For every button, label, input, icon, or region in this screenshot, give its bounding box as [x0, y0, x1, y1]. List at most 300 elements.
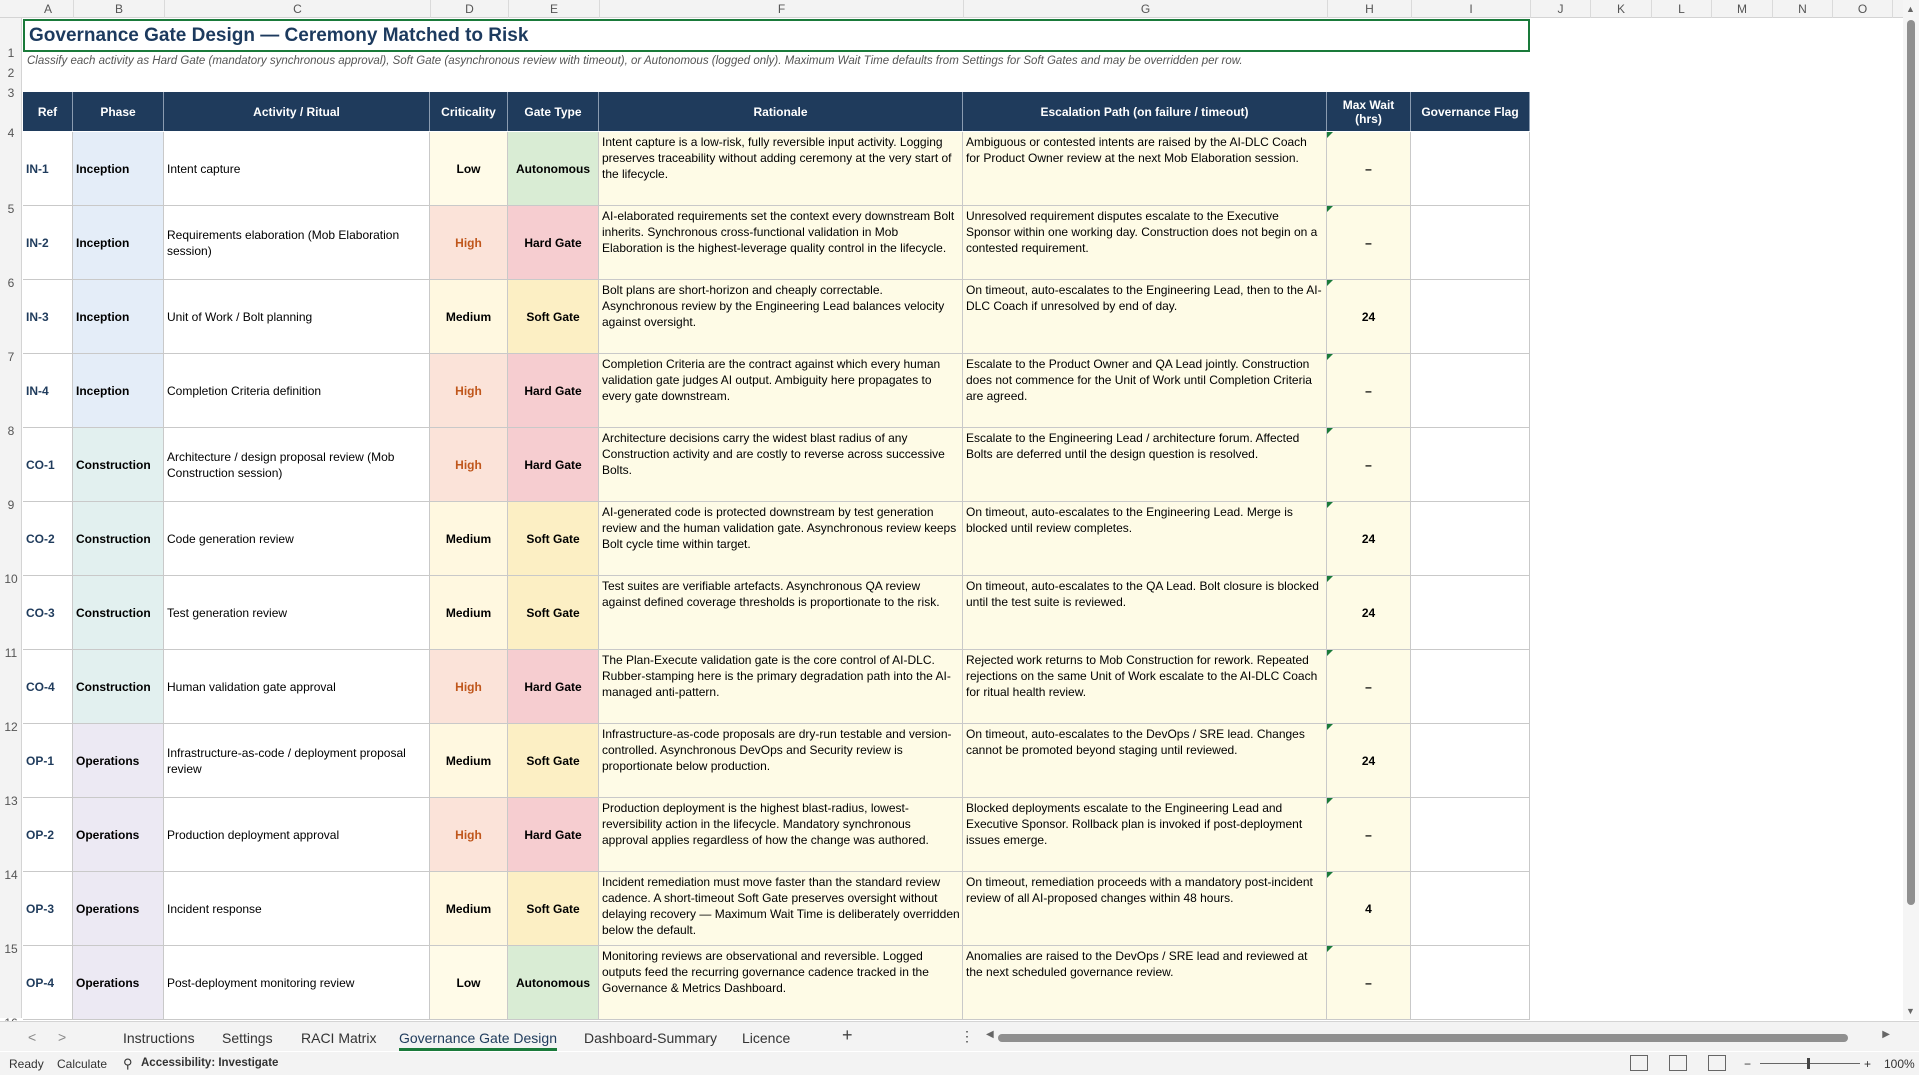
gate-type-cell[interactable]: [508, 946, 599, 1019]
sheet-title[interactable]: Governance Gate Design — Ceremony Matched to Risk: [23, 19, 1530, 52]
gate-type-cell[interactable]: [508, 428, 599, 501]
gate-type-cell-text: Soft Gate: [526, 309, 580, 324]
governance-flag-cell[interactable]: [1411, 798, 1530, 871]
tab-licence[interactable]: Licence: [742, 1030, 791, 1046]
horizontal-scrollbar[interactable]: [986, 1029, 1890, 1045]
criticality-cell[interactable]: [430, 872, 508, 945]
comment-indicator-icon: [1327, 354, 1333, 360]
ref-cell[interactable]: [23, 872, 73, 945]
rationale-cell[interactable]: [599, 650, 963, 723]
row-header-12[interactable]: 12: [4, 720, 18, 734]
ref-cell[interactable]: [23, 946, 73, 1019]
escalation-cell-text: On timeout, remediation proceeds with a mandatory post-incident review of all AI-proposed changes within 48 hours.: [966, 875, 1313, 905]
header-ref[interactable]: Ref: [23, 92, 73, 131]
page-break-view-icon[interactable]: [1708, 1055, 1726, 1071]
ref-cell[interactable]: [23, 798, 73, 871]
tab-dashboard-summary[interactable]: Dashboard-Summary: [584, 1030, 718, 1046]
header-governance-flag[interactable]: Governance Flag: [1411, 92, 1530, 131]
ref-cell[interactable]: [23, 132, 73, 205]
activity-cell[interactable]: [164, 132, 430, 205]
phase-cell[interactable]: [73, 428, 164, 501]
rationale-cell-text: Test suites are verifiable artefacts. Asynchronous QA review against defined coverage thresholds is proportionate to the risk.: [602, 579, 940, 609]
phase-cell-text: Inception: [76, 383, 130, 398]
ref-cell-text: CO-3: [26, 605, 55, 620]
ref-cell-text: IN-1: [26, 161, 49, 176]
phase-cell-text: Construction: [76, 679, 151, 694]
zoom-slider[interactable]: [1760, 1063, 1860, 1064]
escalation-cell[interactable]: [963, 206, 1327, 279]
row-header-9[interactable]: 9: [7, 498, 15, 512]
activity-cell[interactable]: [164, 576, 430, 649]
phase-cell-text: Operations: [76, 753, 140, 768]
vertical-scrollbar[interactable]: [1903, 0, 1919, 1020]
activity-cell[interactable]: [164, 650, 430, 723]
phase-cell-text: Construction: [76, 457, 151, 472]
criticality-cell[interactable]: [430, 502, 508, 575]
escalation-cell-text: Unresolved requirement disputes escalate to the Executive Sponsor within one working day. Construction does not begin on a contested requirement.: [966, 209, 1318, 255]
governance-flag-cell[interactable]: [1411, 132, 1530, 205]
max-wait-cell[interactable]: [1327, 650, 1411, 723]
escalation-cell-text: Anomalies are raised to the DevOps / SRE lead and reviewed at the next scheduled governance review.: [966, 949, 1308, 979]
tab-instructions[interactable]: Instructions: [123, 1030, 195, 1046]
rationale-cell-text: Completion Criteria are the contract against which every human validation gate judges AI output. Ambiguity here propagates to every gate downstream.: [602, 357, 941, 403]
status-calculate[interactable]: Calculate: [57, 1057, 108, 1071]
row-header-8[interactable]: 8: [7, 424, 15, 438]
criticality-cell-text: Low: [456, 975, 481, 990]
table-row: [23, 132, 1530, 206]
activity-cell[interactable]: [164, 872, 430, 945]
governance-flag-cell[interactable]: [1411, 280, 1530, 353]
phase-cell[interactable]: [73, 798, 164, 871]
comment-indicator-icon: [1327, 428, 1333, 434]
more-options-icon[interactable]: ⋮: [960, 1028, 974, 1044]
prev-sheet-icon[interactable]: <: [28, 1029, 37, 1045]
comment-indicator-icon: [1327, 502, 1333, 508]
phase-cell-text: Inception: [76, 235, 130, 250]
phase-cell-text: Inception: [76, 309, 130, 324]
max-wait-cell[interactable]: [1327, 206, 1411, 279]
escalation-cell[interactable]: [963, 946, 1327, 1019]
governance-flag-cell[interactable]: [1411, 650, 1530, 723]
comment-indicator-icon: [1327, 650, 1333, 656]
ref-cell-text: IN-3: [26, 309, 49, 324]
scroll-down-icon[interactable]: ▼: [1906, 1006, 1915, 1016]
criticality-cell[interactable]: [430, 132, 508, 205]
criticality-cell-text: Medium: [445, 753, 492, 768]
gate-type-cell[interactable]: [508, 354, 599, 427]
page-layout-view-icon[interactable]: [1669, 1055, 1687, 1071]
escalation-cell-text: On timeout, auto-escalates to the QA Lead. Bolt closure is blocked until the test suite is reviewed.: [966, 579, 1319, 609]
phase-cell-text: Operations: [76, 975, 140, 990]
criticality-cell-text: Low: [456, 161, 481, 176]
column-header-d[interactable]: D: [431, 0, 509, 18]
escalation-cell-text: On timeout, auto-escalates to the DevOps / SRE lead. Changes cannot be promoted beyond staging until reviewed.: [966, 727, 1305, 757]
max-wait-cell[interactable]: [1327, 354, 1411, 427]
max-wait-cell-text: –: [1365, 383, 1372, 398]
rationale-cell[interactable]: [599, 724, 963, 797]
rationale-cell[interactable]: [599, 428, 963, 501]
escalation-cell[interactable]: [963, 724, 1327, 797]
activity-cell-text: Incident response: [167, 901, 262, 916]
activity-cell[interactable]: [164, 946, 430, 1019]
table-row: [23, 502, 1530, 576]
criticality-cell[interactable]: [430, 280, 508, 353]
column-header-k[interactable]: K: [1591, 0, 1652, 18]
ref-cell[interactable]: [23, 502, 73, 575]
table-row: [23, 280, 1530, 354]
max-wait-cell-text: 24: [1361, 605, 1376, 620]
header-criticality[interactable]: Criticality: [430, 92, 508, 131]
governance-flag-cell[interactable]: [1411, 428, 1530, 501]
escalation-cell[interactable]: [963, 280, 1327, 353]
row-header-1[interactable]: 1: [7, 46, 15, 60]
rationale-cell[interactable]: [599, 946, 963, 1019]
sheet-tabs-bar: [0, 1021, 1919, 1051]
comment-indicator-icon: [1327, 280, 1333, 286]
row-header-2[interactable]: 2: [7, 66, 15, 80]
row-header-4[interactable]: 4: [7, 126, 15, 140]
escalation-cell[interactable]: [963, 502, 1327, 575]
header-max-wait-line1: Max Wait: [1342, 97, 1395, 112]
criticality-cell-text: Medium: [445, 901, 492, 916]
horizontal-scroll-thumb[interactable]: [998, 1034, 1848, 1042]
accessibility-icon[interactable]: ⚲: [123, 1056, 133, 1071]
rationale-cell[interactable]: [599, 280, 963, 353]
ref-cell-text: IN-4: [26, 383, 49, 398]
next-sheet-icon[interactable]: >: [58, 1029, 67, 1045]
column-header-b[interactable]: B: [74, 0, 165, 18]
activity-cell-text: Unit of Work / Bolt planning: [167, 309, 313, 324]
governance-flag-cell[interactable]: [1411, 502, 1530, 575]
gate-type-cell-text: Autonomous: [516, 975, 590, 990]
criticality-cell-text: Medium: [445, 605, 492, 620]
add-sheet-icon[interactable]: +: [842, 1025, 853, 1045]
max-wait-cell[interactable]: [1327, 132, 1411, 205]
ref-cell-text: OP-4: [26, 975, 55, 990]
phase-cell[interactable]: [73, 724, 164, 797]
activity-cell-text: Infrastructure-as-code / deployment proposal review: [167, 745, 406, 776]
rationale-cell-text: Bolt plans are short-horizon and cheaply correctable. Asynchronous review by the Engineering Lead balances velocity against oversight.: [602, 283, 945, 329]
gate-type-cell-text: Soft Gate: [526, 531, 580, 546]
table-row: [23, 798, 1530, 872]
row-header-13[interactable]: 13: [4, 794, 18, 808]
status-accessibility[interactable]: Accessibility: Investigate: [141, 1057, 279, 1069]
activity-cell[interactable]: [164, 502, 430, 575]
row-header-14[interactable]: 14: [4, 868, 18, 882]
max-wait-cell-text: –: [1365, 827, 1372, 842]
table-header-row: [23, 92, 1530, 131]
max-wait-cell-text: –: [1365, 161, 1372, 176]
criticality-cell[interactable]: [430, 354, 508, 427]
gate-type-cell[interactable]: [508, 872, 599, 945]
zoom-in-icon[interactable]: +: [1864, 1057, 1872, 1071]
activity-cell-text: Completion Criteria definition: [167, 383, 322, 398]
gate-type-cell[interactable]: [508, 132, 599, 205]
rationale-cell[interactable]: [599, 576, 963, 649]
activity-cell[interactable]: [164, 280, 430, 353]
max-wait-cell-text: –: [1365, 679, 1372, 694]
row-header-5[interactable]: 5: [7, 202, 15, 216]
rationale-cell[interactable]: [599, 206, 963, 279]
rationale-cell-text: Monitoring reviews are observational and reversible. Logged outputs feed the recurring governance cadence tracked in the Governance & Metrics Dashboard.: [602, 949, 929, 995]
escalation-cell-text: On timeout, auto-escalates to the Engineering Lead. Merge is blocked until review completes.: [966, 505, 1293, 535]
max-wait-cell[interactable]: [1327, 798, 1411, 871]
max-wait-cell[interactable]: [1327, 280, 1411, 353]
phase-cell-text: Construction: [76, 605, 151, 620]
tab-raci-matrix[interactable]: RACI Matrix: [301, 1030, 377, 1046]
column-header-m[interactable]: M: [1712, 0, 1773, 18]
escalation-cell[interactable]: [963, 132, 1327, 205]
phase-cell[interactable]: [73, 354, 164, 427]
comment-indicator-icon: [1327, 206, 1333, 212]
max-wait-cell[interactable]: [1327, 872, 1411, 945]
criticality-cell-text: High: [455, 827, 482, 842]
phase-cell[interactable]: [73, 206, 164, 279]
column-header-a[interactable]: A: [23, 0, 74, 18]
gate-type-cell-text: Soft Gate: [526, 753, 580, 768]
criticality-cell[interactable]: [430, 724, 508, 797]
ref-cell[interactable]: [23, 280, 73, 353]
max-wait-cell-text: 4: [1365, 901, 1372, 916]
comment-indicator-icon: [1327, 946, 1333, 952]
ref-cell-text: IN-2: [26, 235, 49, 250]
phase-cell[interactable]: [73, 502, 164, 575]
header-phase[interactable]: Phase: [73, 92, 164, 131]
rationale-cell[interactable]: [599, 354, 963, 427]
table-row: [23, 946, 1530, 1020]
gate-type-cell-text: Hard Gate: [524, 235, 582, 250]
table-row: [23, 576, 1530, 650]
phase-cell[interactable]: [73, 872, 164, 945]
column-header-n[interactable]: N: [1773, 0, 1833, 18]
gate-type-cell-text: Autonomous: [516, 161, 590, 176]
escalation-cell[interactable]: [963, 354, 1327, 427]
scroll-left-icon[interactable]: ◀: [986, 1029, 994, 1040]
criticality-cell-text: High: [455, 235, 482, 250]
ref-cell[interactable]: [23, 576, 73, 649]
governance-flag-cell[interactable]: [1411, 946, 1530, 1019]
normal-view-icon[interactable]: [1630, 1055, 1648, 1071]
phase-cell[interactable]: [73, 132, 164, 205]
ref-cell[interactable]: [23, 354, 73, 427]
governance-flag-cell[interactable]: [1411, 724, 1530, 797]
zoom-level[interactable]: 100%: [1884, 1057, 1915, 1071]
table-row: [23, 872, 1530, 946]
activity-cell[interactable]: [164, 428, 430, 501]
rationale-cell-text: The Plan-Execute validation gate is the core control of AI-DLC. Rubber-stamping here is the primary degradation path into the AI-managed anti-pattern.: [602, 653, 951, 699]
column-header-j[interactable]: J: [1531, 0, 1591, 18]
governance-flag-cell[interactable]: [1411, 206, 1530, 279]
column-header-c[interactable]: C: [165, 0, 431, 18]
activity-cell-text: Production deployment approval: [167, 827, 340, 842]
rationale-cell-text: Architecture decisions carry the widest blast radius of any Construction activity and are costly to reverse across successive Bolts.: [602, 431, 945, 477]
table-row: [23, 428, 1530, 502]
max-wait-cell[interactable]: [1327, 576, 1411, 649]
max-wait-cell[interactable]: [1327, 724, 1411, 797]
ref-cell-text: CO-1: [26, 457, 55, 472]
criticality-cell[interactable]: [430, 946, 508, 1019]
max-wait-cell-text: 24: [1361, 531, 1376, 546]
header-gate-type[interactable]: Gate Type: [508, 92, 599, 131]
phase-cell-text: Construction: [76, 531, 151, 546]
gate-type-cell[interactable]: [508, 280, 599, 353]
max-wait-cell-text: –: [1365, 975, 1372, 990]
escalation-cell-text: Blocked deployments escalate to the Engineering Lead and Executive Sponsor. Rollback plan is invoked if post-deployment issues emerge.: [966, 801, 1303, 847]
scroll-up-icon[interactable]: ▲: [1906, 4, 1915, 14]
ref-cell-text: OP-2: [26, 827, 55, 842]
gate-type-cell[interactable]: [508, 576, 599, 649]
comment-indicator-icon: [1327, 798, 1333, 804]
rationale-cell[interactable]: [599, 502, 963, 575]
gate-type-cell[interactable]: [508, 798, 599, 871]
phase-cell[interactable]: [73, 650, 164, 723]
activity-cell-text: Human validation gate approval: [167, 679, 336, 694]
rationale-cell[interactable]: [599, 798, 963, 871]
table-row: [23, 724, 1530, 798]
rationale-cell-text: Production deployment is the highest blast-radius, lowest-reversibility action in the lifecycle. Mandatory synchronous approval applies regardless of how the change was authored.: [602, 801, 929, 847]
tab-governance-gate-design[interactable]: Governance Gate Design: [399, 1027, 557, 1051]
criticality-cell-text: High: [455, 679, 482, 694]
header-activity[interactable]: Activity / Ritual: [164, 92, 430, 131]
ref-cell-text: OP-3: [26, 901, 55, 916]
column-header-o[interactable]: O: [1833, 0, 1893, 18]
rationale-cell[interactable]: [599, 872, 963, 945]
column-header-i[interactable]: I: [1412, 0, 1531, 18]
activity-cell[interactable]: [164, 354, 430, 427]
max-wait-cell[interactable]: [1327, 946, 1411, 1019]
phase-cell[interactable]: [73, 280, 164, 353]
sheet-subtitle[interactable]: Classify each activity as Hard Gate (mandatory synchronous approval), Soft Gate (asynchronous review with timeout), or Autonomous (logged only). Maximum Wait Time defaults from Settings for Soft Gates and may be overridden per row.: [27, 55, 1243, 67]
header-max-wait[interactable]: [1327, 92, 1411, 131]
ref-cell[interactable]: [23, 428, 73, 501]
criticality-cell[interactable]: [430, 428, 508, 501]
gate-type-cell-text: Soft Gate: [526, 605, 580, 620]
row-header-3[interactable]: 3: [7, 86, 15, 100]
comment-indicator-icon: [1327, 724, 1333, 730]
escalation-cell-text: Escalate to the Product Owner and QA Lead jointly. Construction does not commence for the Unit of Work until Completion Criteria are agreed.: [966, 357, 1312, 403]
ref-cell[interactable]: [23, 724, 73, 797]
comment-indicator-icon: [1327, 872, 1333, 878]
gate-type-cell-text: Hard Gate: [524, 383, 582, 398]
table-row: [23, 206, 1530, 280]
rationale-cell-text: Incident remediation must move faster than the standard review cadence. A short-timeout Soft Gate preserves oversight without delaying recovery — Maximum Wait Time is deliberately overridden below the default.: [602, 875, 960, 937]
escalation-cell-text: On timeout, auto-escalates to the Engineering Lead, then to the AI-DLC Coach if unresolved by end of day.: [966, 283, 1322, 313]
ref-cell[interactable]: [23, 650, 73, 723]
vertical-scroll-thumb[interactable]: [1907, 20, 1915, 905]
criticality-cell[interactable]: [430, 650, 508, 723]
gate-type-cell[interactable]: [508, 650, 599, 723]
tab-settings[interactable]: Settings: [222, 1030, 273, 1046]
column-header-g[interactable]: G: [964, 0, 1328, 18]
column-header-l[interactable]: L: [1652, 0, 1712, 18]
phase-cell-text: Inception: [76, 161, 130, 176]
rationale-cell-text: Infrastructure-as-code proposals are dry-run testable and version-controlled. Asynchronous DevOps and Security review is proportionate below production.: [602, 727, 952, 773]
criticality-cell-text: High: [455, 457, 482, 472]
table-row: [23, 650, 1530, 724]
gate-type-cell[interactable]: [508, 724, 599, 797]
header-rationale[interactable]: Rationale: [599, 92, 963, 131]
activity-cell-text: Intent capture: [167, 161, 241, 176]
rationale-cell-text: Intent capture is a low-risk, fully reversible input activity. Logging preserves traceability without adding ceremony at the very start of the lifecycle.: [602, 135, 952, 181]
row-header-bar: [0, 18, 22, 1018]
rationale-cell-text: AI-generated code is protected downstream by test generation review and the human validation gate. Asynchronous review keeps Bolt cycle time within target.: [602, 505, 957, 551]
row-header-15[interactable]: 15: [4, 942, 18, 956]
criticality-cell[interactable]: [430, 798, 508, 871]
gate-type-cell-text: Hard Gate: [524, 457, 582, 472]
gate-type-cell[interactable]: [508, 502, 599, 575]
row-header-11[interactable]: 11: [4, 646, 18, 660]
criticality-cell[interactable]: [430, 206, 508, 279]
header-escalation[interactable]: Escalation Path (on failure / timeout): [963, 92, 1327, 131]
activity-cell-text: Architecture / design proposal review (Mob Construction session): [167, 449, 395, 480]
activity-cell[interactable]: [164, 798, 430, 871]
activity-cell-text: Requirements elaboration (Mob Elaboration session): [167, 227, 400, 258]
phase-cell-text: Operations: [76, 827, 140, 842]
phase-cell[interactable]: [73, 946, 164, 1019]
activity-cell[interactable]: [164, 206, 430, 279]
escalation-cell[interactable]: [963, 650, 1327, 723]
status-ready: Ready: [9, 1057, 44, 1071]
governance-flag-cell[interactable]: [1411, 872, 1530, 945]
column-header-e[interactable]: E: [509, 0, 600, 18]
max-wait-cell-text: 24: [1361, 309, 1376, 324]
gate-type-cell-text: Hard Gate: [524, 827, 582, 842]
escalation-cell-text: Rejected work returns to Mob Construction for rework. Repeated rejections on the same Unit of Work escalate to the AI-DLC Coach for ritual health review.: [966, 653, 1318, 699]
comment-indicator-icon: [1327, 576, 1333, 582]
column-header-h[interactable]: H: [1328, 0, 1412, 18]
phase-cell[interactable]: [73, 576, 164, 649]
activity-cell[interactable]: [164, 724, 430, 797]
escalation-cell[interactable]: [963, 872, 1327, 945]
row-header-10[interactable]: 10: [4, 572, 18, 586]
gate-type-cell-text: Soft Gate: [526, 901, 580, 916]
column-header-bar: [0, 0, 1903, 18]
row-header-7[interactable]: 7: [7, 350, 15, 364]
criticality-cell-text: Medium: [445, 309, 492, 324]
gate-type-cell-text: Hard Gate: [524, 679, 582, 694]
max-wait-cell-text: –: [1365, 235, 1372, 250]
zoom-slider-handle[interactable]: [1807, 1058, 1810, 1069]
ref-cell[interactable]: [23, 206, 73, 279]
status-bar: [0, 1052, 1919, 1075]
rationale-cell[interactable]: [599, 132, 963, 205]
zoom-out-icon[interactable]: −: [1744, 1057, 1752, 1071]
escalation-cell[interactable]: [963, 428, 1327, 501]
escalation-cell[interactable]: [963, 576, 1327, 649]
escalation-cell[interactable]: [963, 798, 1327, 871]
max-wait-cell-text: 24: [1361, 753, 1376, 768]
row-header-6[interactable]: 6: [7, 276, 15, 290]
escalation-cell-text: Escalate to the Engineering Lead / architecture forum. Affected Bolts are deferred until the design question is resolved.: [966, 431, 1300, 461]
governance-flag-cell[interactable]: [1411, 576, 1530, 649]
activity-cell-text: Post-deployment monitoring review: [167, 975, 355, 990]
governance-flag-cell[interactable]: [1411, 354, 1530, 427]
column-header-f[interactable]: F: [600, 0, 964, 18]
criticality-cell-text: High: [455, 383, 482, 398]
gate-type-cell[interactable]: [508, 206, 599, 279]
comment-indicator-icon: [1327, 132, 1333, 138]
ref-cell-text: CO-4: [26, 679, 55, 694]
criticality-cell[interactable]: [430, 576, 508, 649]
scroll-right-icon[interactable]: ▶: [1882, 1029, 1890, 1040]
phase-cell-text: Operations: [76, 901, 140, 916]
max-wait-cell[interactable]: [1327, 502, 1411, 575]
criticality-cell-text: Medium: [445, 531, 492, 546]
table-row: [23, 354, 1530, 428]
activity-cell-text: Code generation review: [167, 531, 294, 546]
header-max-wait-line2: (hrs): [1355, 111, 1382, 126]
max-wait-cell[interactable]: [1327, 428, 1411, 501]
